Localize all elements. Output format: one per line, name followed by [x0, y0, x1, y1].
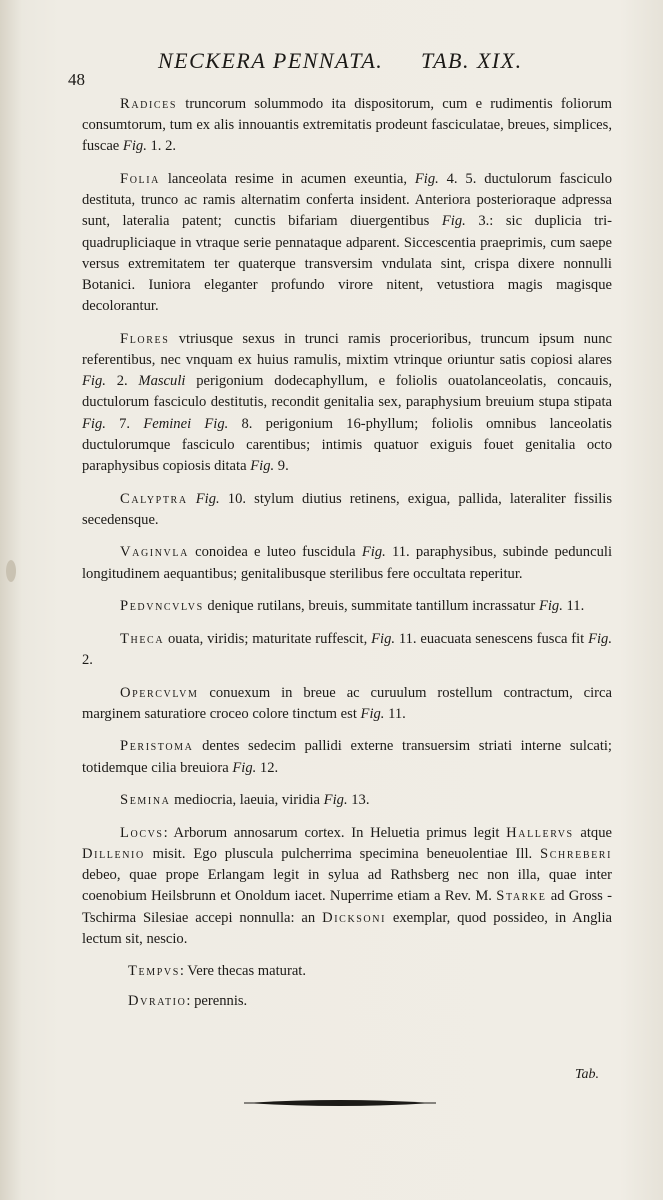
figure-reference: Feminei Fig.	[143, 415, 229, 432]
section-term: Semina	[120, 792, 171, 809]
section-term: Locvs	[120, 824, 164, 841]
body-text: atque	[573, 824, 612, 841]
running-header	[68, 48, 636, 89]
body-text: : Arborum annosarum cortex. In Heluetia primus legit	[163, 824, 507, 841]
body-text: 7.	[105, 415, 144, 432]
paragraph-folia	[82, 169, 612, 317]
body-text: conuexum in breue ac curuulum rostellum contractum, circa marginem saturatiore croceo colore tinctum est	[82, 684, 612, 722]
body-text: ad Gross - Tschirma Silesiae accepi nonnulla: an	[82, 888, 612, 926]
section-term: Vaginvla	[120, 544, 189, 561]
body-text: 2.	[82, 652, 93, 669]
paragraph-peristoma	[82, 736, 612, 778]
figure-reference: Fig.	[414, 171, 439, 187]
paragraph-operculum	[82, 683, 612, 725]
figure-reference: Fig.	[371, 630, 396, 647]
paragraph-radices	[82, 94, 612, 158]
catchword: Tab.	[575, 1067, 600, 1082]
figure-reference: Fig.	[82, 373, 106, 390]
body-text: exemplar, quod possideo, in Anglia lectum sit, nescio.	[82, 909, 613, 947]
section-term: Flores	[120, 330, 170, 347]
paper-stain	[6, 560, 16, 582]
body-text: truncorum solummodo ita dispositorum, cum e rudimentis foliorum consumtorum, tum ex alis innouantis extremitatis prodeunt fasciculatae, breues, simplices, fuscae	[82, 96, 612, 155]
figure-reference: Fig.	[122, 138, 147, 155]
section-term: Peristoma	[120, 738, 194, 755]
body-text: perigonium dodecaphyllum, e foliolis ouatolanceolatis, concauis, ductulorum fasciculo destitutis, recondit genitalia sex, paraphysium breuium stupa stipata	[82, 373, 612, 411]
body-text: 11.	[384, 705, 406, 722]
body-text: 3.: sic duplicia tri- quadrupliciaque in vtraque serie pennataque adparent. Siccescentia praeprimis, cum saepe versus extremitatem ter quaterque transversim vndulata sint, crispa dixere nonnulli Botanici. Iuniora eleganter profundo virore nitent, vetustiora magis magisque decolorantur.	[82, 213, 612, 315]
body-text: mediocria, laeuia, viridia	[170, 792, 324, 809]
body-text: dentes sedecim pallidi externe transuersim striati interne sulcati; totidemque cilia breuiora	[82, 738, 612, 776]
body-text: 13.	[347, 792, 370, 809]
page-number: 48	[68, 70, 85, 89]
figure-reference: Fig.	[441, 213, 466, 230]
paragraph-tempus	[82, 961, 612, 982]
body-text: 4. 5. ductulorum fasciculo destituta, trunco ac ramis alternatim conferta insident. Anteriora posterioraque adpressa sunt, lateralia patent; cunctis bifariam diuergentibus	[82, 171, 612, 230]
plate-reference: TAB. XIX.	[421, 48, 523, 73]
section-term: Tempvs	[128, 963, 180, 980]
section-term: Theca	[120, 630, 165, 647]
section-term: Dillenio	[82, 846, 145, 862]
body-text: 8. perigonium 16-phyllum; foliolis omnibus lanceolatis ductulorumque fasciculo carentibus; intimis quatuor exiguis fouet genitalia octo paraphysibus copiosis ditata	[82, 415, 612, 475]
figure-reference: Fig.	[323, 792, 348, 809]
figure-reference: Fig.	[82, 415, 106, 432]
section-term: Pedvncvlvs	[120, 598, 204, 615]
body-text: 12.	[256, 759, 279, 776]
figure-reference: Masculi	[138, 373, 186, 390]
section-term: Folia	[120, 171, 160, 187]
body-text: 9.	[274, 458, 289, 475]
section-term: Radices	[120, 96, 178, 112]
figure-reference: Fig.	[195, 490, 220, 507]
body-text: vtriusque sexus in trunci ramis procerioribus, truncum ipsum nunc referentibus, nec vnquam ex huius ramulis, mixtim vtrinque oriuntur satis copiosi alares	[82, 330, 612, 369]
figure-reference: Fig.	[360, 705, 385, 722]
body-text: conoidea e luteo fuscidula	[188, 544, 362, 561]
section-term: Dicksoni	[322, 909, 387, 926]
paragraph-calyptra	[82, 489, 612, 531]
text-body	[82, 94, 612, 1020]
body-text: ouata, viridis; maturitate ruffescit,	[164, 630, 372, 647]
paragraph-vaginula	[82, 542, 612, 584]
section-term: Schreberi	[540, 846, 612, 862]
body-text: 1. 2.	[146, 138, 177, 155]
body-text: 11. paraphysibus, subinde pedunculi longitudinem aequantibus; genitalibusque sterilibus fere occultata reperitur.	[82, 544, 612, 582]
figure-reference: Fig.	[250, 458, 275, 475]
paragraph-locus	[82, 823, 612, 950]
paragraph-semina	[82, 790, 612, 811]
body-text: 10. stylum diutius retinens, exigua, pallida, lateraliter fissilis secedensque.	[82, 490, 612, 528]
body-text: 11. euacuata senescens fusca fit	[395, 630, 589, 647]
section-term: Starke	[496, 888, 547, 905]
body-text: debeo, quae prope Erlangam legit in sylua ad Rathsberg nec non illa, quae inter coenobium Heilsbrunn et Onoldum iacet. Nuperrime etiam a Rev. M.	[82, 867, 612, 905]
body-text: lanceolata resime in acumen exeuntia,	[160, 171, 415, 187]
paragraph-duratio	[82, 991, 612, 1012]
body-text: denique rutilans, breuis, summitate tantillum incrassatur	[203, 598, 539, 615]
ornamental-rule	[244, 1098, 436, 1108]
running-title: NECKERA PENNATA.	[158, 48, 384, 73]
body-text: misit. Ego pluscula pulcherrima specimina beneuolentiae Ill.	[144, 846, 541, 862]
body-text: : Vere thecas maturat.	[179, 963, 307, 980]
body-text: : perennis.	[186, 992, 248, 1009]
paragraph-pedunculus	[82, 596, 612, 617]
figure-reference: Fig.	[232, 759, 257, 776]
body-text: 11.	[562, 598, 585, 615]
paragraph-flores	[82, 329, 612, 477]
figure-reference: Fig.	[588, 630, 612, 647]
paragraph-theca	[82, 629, 612, 671]
body-text: 2.	[105, 373, 139, 390]
section-term: Hallervs	[506, 824, 574, 841]
section-term: Dvratio	[128, 992, 187, 1009]
section-term: Calyptra	[120, 490, 188, 507]
figure-reference: Fig.	[538, 598, 563, 615]
figure-reference: Fig.	[361, 544, 386, 561]
section-term: Opercvlvm	[120, 684, 199, 701]
